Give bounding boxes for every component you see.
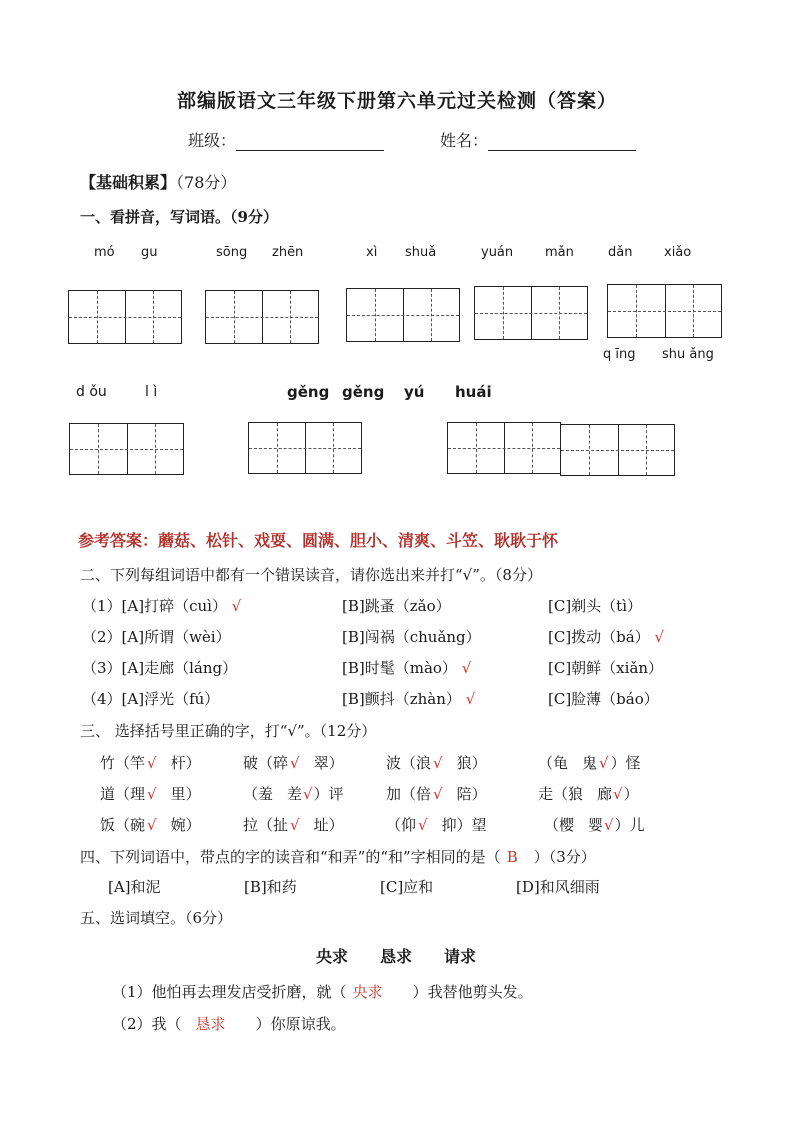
q3-item[interactable]: 饭（碗 √ 婉） bbox=[100, 816, 201, 834]
q3-title: 三、 选择括号里正确的字，打“√”。（12分） bbox=[80, 722, 377, 740]
q2-row bbox=[82, 595, 241, 616]
section-heading: 【基础积累】 bbox=[80, 173, 177, 192]
q2-num: （1） bbox=[82, 597, 122, 615]
q3-item[interactable]: （樱 婴√）儿 bbox=[544, 816, 645, 834]
pinyin: huái bbox=[455, 383, 492, 401]
check-mark: √ bbox=[654, 628, 665, 646]
q2-option-b[interactable]: [B]跳蚤（zǎo） bbox=[342, 597, 451, 615]
q4-answer[interactable]: B bbox=[506, 848, 518, 866]
writing-box[interactable] bbox=[69, 423, 184, 475]
pinyin: l ì bbox=[145, 384, 158, 400]
writing-box[interactable] bbox=[560, 424, 675, 476]
q2-option-a[interactable]: [A]所谓（wèi） bbox=[121, 628, 231, 646]
pinyin: gěng bbox=[342, 383, 385, 401]
class-label: 班级： bbox=[188, 131, 237, 150]
q2-option-c[interactable]: [C]朝鲜（xiǎn） bbox=[548, 659, 664, 677]
writing-box[interactable] bbox=[447, 422, 561, 474]
q4-option-d[interactable]: [D]和风细雨 bbox=[516, 878, 600, 896]
pinyin: xiǎo bbox=[664, 245, 692, 260]
q2-row bbox=[82, 688, 219, 709]
q3-item[interactable]: （龟 鬼 √ ）怪 bbox=[538, 754, 641, 772]
pinyin: mǎn bbox=[545, 245, 574, 260]
q2-num: （4） bbox=[82, 690, 122, 708]
pinyin: shuǎ bbox=[405, 245, 437, 260]
q2-option-b-text[interactable]: [B]时髦（mào） bbox=[342, 659, 457, 677]
q2-option-b bbox=[342, 657, 471, 678]
q2-option-b bbox=[342, 688, 475, 709]
q2-option-a[interactable]: [A]打碎（cuì） bbox=[121, 597, 227, 615]
q3-item[interactable]: 竹（竿 √ 杆） bbox=[100, 754, 201, 772]
q2-row bbox=[82, 626, 231, 647]
q3-item[interactable]: 拉（扯 √ 址） bbox=[243, 816, 344, 834]
q2-option-c bbox=[548, 626, 664, 647]
name-label: 姓名： bbox=[440, 131, 489, 150]
pinyin: mó bbox=[94, 245, 115, 260]
q5-s1-tail: ）我替他剪头发。 bbox=[412, 983, 533, 1001]
q2-option-c-text[interactable]: [C]拨动（bá） bbox=[548, 628, 650, 646]
name-blank[interactable] bbox=[488, 134, 636, 151]
writing-box[interactable] bbox=[68, 290, 182, 344]
q3-item[interactable]: 破（碎 √ 翠） bbox=[243, 754, 344, 772]
q2-option-a[interactable]: [A]走廊（láng） bbox=[121, 659, 238, 677]
q2-row bbox=[82, 657, 237, 678]
q5-s2-answer[interactable]: 恳求 bbox=[195, 1015, 226, 1033]
q4-score: ）（3分） bbox=[533, 848, 596, 866]
q3-item[interactable]: （仰 √ 抑）望 bbox=[386, 816, 487, 834]
q4-title-text: 四、下列词语中，带点的字的读音和“和弄”的“和”字相同的是（ bbox=[80, 848, 501, 866]
q2-title: 二、下列每组词语中都有一个错误读音，请你选出来并打“√”。（8分） bbox=[80, 566, 542, 584]
q2-option-b[interactable]: [B]闯祸（chuǎng） bbox=[342, 628, 481, 646]
q3-item[interactable]: （羞 差√）评 bbox=[243, 785, 344, 803]
writing-box[interactable] bbox=[205, 290, 319, 344]
pinyin: q īng bbox=[603, 347, 636, 362]
q2-num: （2） bbox=[82, 628, 122, 646]
q4-option-c[interactable]: [C]应和 bbox=[380, 878, 434, 896]
q2-num: （3） bbox=[82, 659, 122, 677]
check-mark: √ bbox=[461, 659, 472, 677]
writing-box[interactable] bbox=[607, 284, 722, 338]
check-mark: √ bbox=[465, 690, 476, 708]
q5-s1-answer[interactable]: 央求 bbox=[352, 983, 383, 1001]
q4-option-a[interactable]: [A]和泥 bbox=[108, 878, 161, 896]
q3-item[interactable]: 走（狼 廊√） bbox=[538, 785, 639, 803]
q5-title: 五、选词填空。（6分） bbox=[80, 909, 233, 927]
writing-box[interactable] bbox=[346, 288, 460, 342]
check-mark: √ bbox=[231, 597, 242, 615]
q5-s2-text: （2）我（ bbox=[112, 1015, 182, 1033]
q4-title bbox=[80, 846, 596, 867]
q2-option-c[interactable]: [C]剃头（tì） bbox=[548, 597, 643, 615]
q5-word: 央求 bbox=[316, 947, 349, 966]
q5-sentence-1 bbox=[112, 981, 533, 1002]
pinyin: yuán bbox=[481, 245, 514, 260]
pinyin: gěng bbox=[287, 383, 330, 401]
pinyin: d ǒu bbox=[76, 384, 107, 400]
writing-box[interactable] bbox=[248, 422, 362, 474]
q2-option-c[interactable]: [C]脸薄（báo） bbox=[548, 690, 659, 708]
page-title: 部编版语文三年级下册第六单元过关检测（答案） bbox=[176, 90, 617, 112]
class-field bbox=[188, 128, 384, 151]
q5-s1-text: （1）他怕再去理发店受折磨，就（ bbox=[112, 983, 347, 1001]
pinyin: gu bbox=[141, 245, 158, 260]
pinyin: xì bbox=[366, 245, 378, 260]
q5-sentence-2 bbox=[112, 1013, 346, 1034]
q5-word: 请求 bbox=[444, 947, 477, 966]
pinyin: dǎn bbox=[608, 245, 633, 260]
q4-option-b[interactable]: [B]和药 bbox=[244, 878, 297, 896]
pinyin: shu ǎng bbox=[662, 347, 714, 362]
q2-option-a[interactable]: [A]浮光（fú） bbox=[121, 690, 220, 708]
pinyin: zhēn bbox=[272, 245, 304, 260]
pinyin: yú bbox=[404, 383, 425, 401]
pinyin: sōng bbox=[216, 245, 248, 260]
q3-item[interactable]: 加（倍 √ 陪） bbox=[386, 785, 487, 803]
q1-title: 一、看拼音，写词语。（9分） bbox=[80, 208, 278, 226]
writing-box[interactable] bbox=[474, 286, 588, 340]
q2-option-b-text[interactable]: [B]颤抖（zhàn） bbox=[342, 690, 461, 708]
q1-answer: 参考答案：蘑菇、松针、戏耍、圆满、胆小、清爽、斗笠、耿耿于怀 bbox=[78, 531, 559, 550]
q5-s2-tail: ）你原谅我。 bbox=[255, 1015, 346, 1033]
q5-word: 恳求 bbox=[380, 947, 413, 966]
q3-item[interactable]: 道（理 √ 里） bbox=[100, 785, 201, 803]
q3-item[interactable]: 波（浪 √ 狼） bbox=[386, 754, 487, 772]
section-basic bbox=[80, 170, 236, 193]
class-blank[interactable] bbox=[236, 134, 384, 151]
name-field bbox=[440, 128, 636, 151]
section-score: （78分） bbox=[176, 173, 237, 192]
